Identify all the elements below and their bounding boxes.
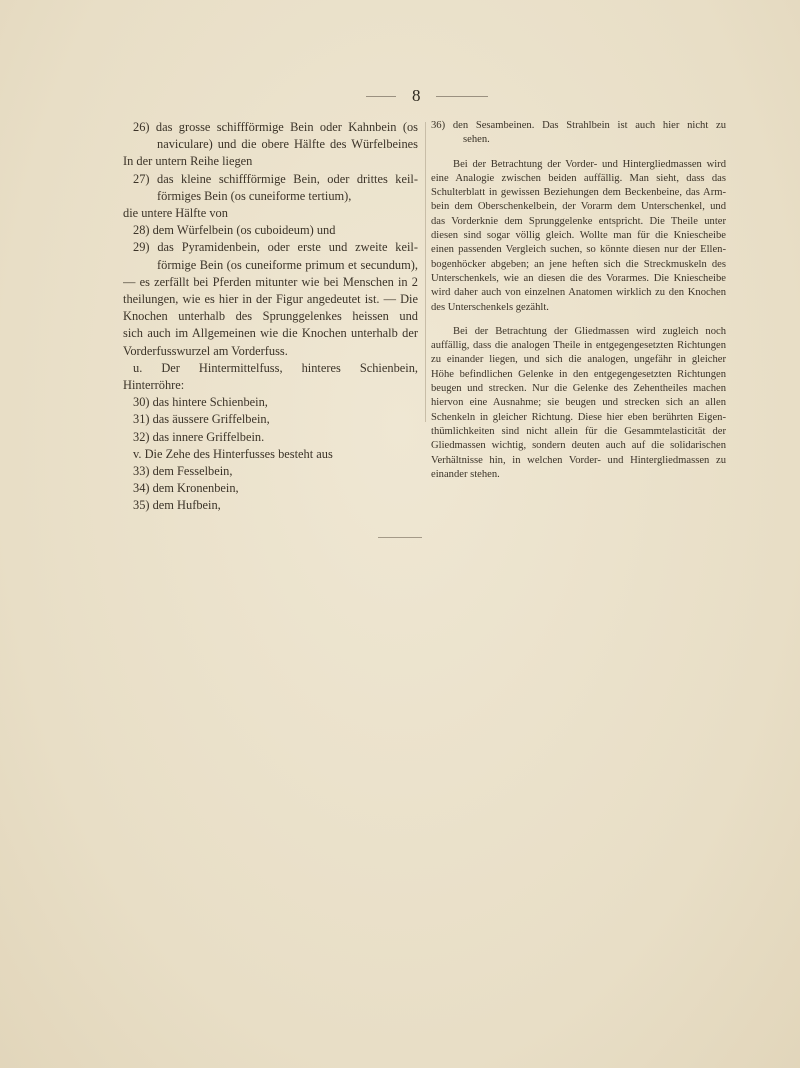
text-line: — es zerfällt bei Pferden mitunter wie bei Menschen in 2	[123, 274, 418, 289]
text-line: u. Der Hintermittelfuss, hinteres Schienbein,	[133, 360, 418, 375]
text-line: einander stehen.	[431, 468, 500, 480]
text-line: Hinterröhre:	[123, 377, 185, 392]
text-line: bein dem Oberschenkelbein, der Vorarm dem Unterschenkel, und	[431, 201, 726, 213]
text-line: 31) das äussere Griffelbein,	[133, 412, 270, 427]
text-line: förmige Bein (os cuneiforme primum et secundum),	[157, 257, 418, 272]
text-line: diesen sind sogar völlig gleich. Wollte man für die Kniescheibe	[431, 230, 726, 242]
text-line: zu einander liegen, und sich die analogen, ungefähr in gleicher	[431, 354, 726, 366]
header-rule-right	[436, 96, 488, 97]
text-line: Unterschenkels, wie an diesen die des Vorarmes. Die Kniescheibe	[431, 272, 726, 284]
paragraph-gap	[431, 148, 726, 158]
text-line: Vorderfusswurzel am Vorderfuss.	[123, 343, 288, 358]
text-line: 27) das kleine schiffförmige Bein, oder drittes keil-	[133, 171, 418, 186]
text-line: theilungen, wie es hier in der Figur angedeutet ist. — Die	[123, 291, 418, 306]
text-line: das Vorderknie dem Sprunggelenke entspricht. Die Theile unter	[431, 215, 726, 227]
text-line: Bei der Betrachtung der Gliedmassen wird zugleich noch	[453, 325, 726, 337]
left-column	[123, 119, 418, 515]
column-divider	[425, 122, 426, 422]
text-line: 30) das hintere Schienbein,	[133, 395, 268, 410]
text-line: 26) das grosse schiffförmige Bein oder Kahnbein (os	[133, 120, 418, 134]
text-line: naviculare) und die obere Hälfte des Würfelbeines	[157, 137, 418, 152]
text-line: Knochen unterhalb des Sprunggelenkes heissen und	[123, 309, 418, 324]
text-line: v. Die Zehe des Hinterfusses besteht aus	[133, 446, 333, 461]
item-36	[431, 119, 726, 148]
text-line: 32) das innere Griffelbein.	[133, 429, 265, 444]
text-line: eine Analogie zwischen beiden auffällig. Man sieht, dass das	[431, 172, 726, 184]
text-line: 28) dem Würfelbein (os cuboideum) und	[133, 223, 336, 238]
text-line: Schulterblatt in gewissen Beziehungen dem Beckenbeine, das Arm-	[431, 187, 726, 199]
text-line: förmiges Bein (os cuneiforme tertium),	[157, 188, 352, 203]
text-line: Verhältnisse hin, in welchen Vorder- und Hintergliedmassen zu	[431, 454, 726, 466]
text-line: 29) das Pyramidenbein, oder erste und zweite keil-	[133, 240, 418, 255]
text-line: des Unterschenkels gezählt.	[431, 301, 549, 313]
end-rule	[378, 537, 422, 538]
page-header	[0, 86, 800, 106]
text-line: In der untern Reihe liegen	[123, 154, 253, 169]
text-line: beugen und strecken. Nur die Gelenke des Zehentheiles machen	[431, 383, 726, 395]
text-line: 33) dem Fesselbein,	[133, 463, 233, 478]
text-line: thümlichkeiten sind nicht allein für die Gesammtelasticität der	[431, 425, 726, 437]
text-line: sehen.	[463, 134, 490, 146]
paragraph-2	[431, 325, 726, 482]
text-line: wird daher auch von einzelnen Anatomen wirklich zu den Knochen	[431, 287, 726, 299]
text-line: 35) dem Hufbein,	[133, 498, 221, 513]
paragraph-1	[431, 158, 726, 315]
text-line: 34) dem Kronenbein,	[133, 481, 239, 496]
text-line: auffällig, dass die analogen Theile in entgegengesetzten Richtungen	[431, 340, 726, 352]
page-number: 8	[412, 86, 421, 105]
text-line: Schenkeln in gleicher Richtung. Diese hier eben berührten Eigen-	[431, 411, 726, 423]
text-line: 36) den Sesambeinen. Das Strahlbein ist auch hier nicht zu	[431, 120, 726, 131]
text-line: Bei der Betrachtung der Vorder- und Hintergliedmassen wird	[453, 158, 726, 170]
text-line: hiervon eine Ausnahme; sie beugen und strecken sich an allen	[431, 397, 726, 409]
text-line: Höhe befindlichen Gelenke in den entgegengesetzten Richtungen	[431, 368, 726, 380]
right-column	[431, 119, 726, 482]
paragraph-gap	[431, 315, 726, 325]
text-line: sich auch im Allgemeinen wie die Knochen unterhalb der	[123, 326, 418, 341]
text-line: einen passenden Vergleich suchen, so könnte diesen nur der Ellen-	[431, 244, 726, 256]
header-rule-left	[366, 96, 396, 97]
text-line: Gliedmassen wichtig, sondern deuten auch auf die solidarischen	[431, 440, 726, 452]
text-line: bogenhöcker abgeben; an jene heften sich die Streckmuskeln des	[431, 258, 726, 270]
text-line: die untere Hälfte von	[123, 205, 228, 220]
